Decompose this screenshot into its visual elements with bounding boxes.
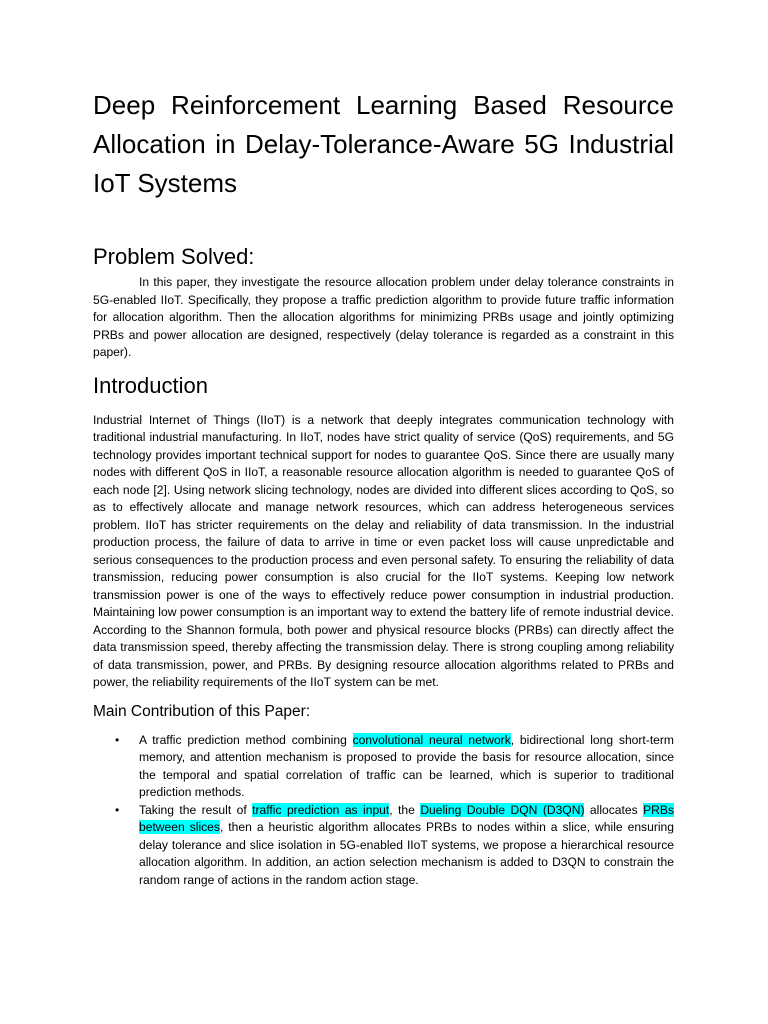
contribution-2-text-end: , then a heuristic algorithm allocates PRBs to nodes within a slice, while ensuring delay tolerance and slice isolation in 5G-enabled IIoT systems, we propose a hierarchical resource allocation algorithm. In addition, an action selection mechanism is added to D3QN to constrain the random range of actions in the random action stage. (139, 820, 674, 887)
contribution-heading: Main Contribution of this Paper: (93, 702, 311, 720)
document-body (93, 86, 674, 889)
contribution-2-text-mid2: allocates (584, 802, 644, 817)
introduction-paragraph: Industrial Internet of Things (IIoT) is a network that deeply integrates communication technology with traditional industrial manufacturing. In IIoT, nodes have strict quality of service (QoS) requirements, and 5G technology provides important technical support for nodes to guarantee QoS. Since there are usually many nodes with different QoS in IIoT, a reasonable resource allocation algorithm is needed to guarantee QoS of each node [2]. Using network slicing technology, nodes are divided into different slices according to QoS, so as to effectively allocate and manage network resources, which can address heterogeneous services problem. IIoT has stricter requirements on the delay and reliability of data transmission. In the industrial production process, the failure of data to arrive in time or even packet loss will cause unpredictable and serious consequences to the production process and even personal safety. To ensuring the reliability of data transmission, reducing power consumption is also crucial for the IIoT systems. Keeping low network transmission power is one of the ways to effectively reduce power consumption in industrial production. Maintaining low power consumption is an important way to extend the battery life of remote industrial device. According to the Shannon formula, both power and physical resource blocks (PRBs) can directly affect the data transmission speed, thereby affecting the transmission delay. There is strong coupling among reliability of data transmission, power, and PRBs. By designing resource allocation algorithms related to PRBs and power, the reliability requirements of the IIoT system can be met. (93, 412, 674, 689)
list-item (93, 802, 674, 890)
problem-solved-heading: Problem Solved: (93, 244, 255, 269)
bullet-icon: • (115, 732, 120, 747)
bullet-icon: • (115, 802, 120, 817)
list-item (93, 732, 674, 802)
highlight-prbs-between-slices: PRBs between slices (139, 802, 675, 834)
document-title: Deep Reinforcement Learning Based Resource Allocation in Delay-Tolerance-Aware 5G Industrial IoT Systems (93, 90, 674, 198)
introduction-heading: Introduction (93, 372, 208, 398)
contribution-list (93, 732, 674, 890)
highlight-traffic-prediction: traffic prediction as input (252, 802, 390, 817)
problem-solved-paragraph: In this paper, they investigate the resource allocation problem under delay tolerance constraints in 5G-enabled IIoT. Specifically, they propose a traffic prediction algorithm to provide future traffic information for allocation algorithm. Then the allocation algorithms for minimizing PRBs usage and jointly optimizing PRBs and power allocation are designed, respectively (delay tolerance is regarded as a constraint in this paper). (93, 275, 674, 359)
highlight-cnn: convolutional neural network (352, 732, 511, 747)
contribution-1-text-start: A traffic prediction method combining (139, 732, 353, 747)
contribution-1-text-end: , bidirectional long short-term memory, and attention mechanism is proposed to provide the basis for resource allocation, since the temporal and spatial correlation of traffic can be learned, which is superior to traditional prediction methods. (139, 732, 675, 799)
contribution-2-text-mid1: , the (389, 802, 421, 817)
highlight-d3qn: Dueling Double DQN (D3QN) (420, 802, 585, 817)
contribution-2-text-start: Taking the result of (139, 802, 253, 817)
